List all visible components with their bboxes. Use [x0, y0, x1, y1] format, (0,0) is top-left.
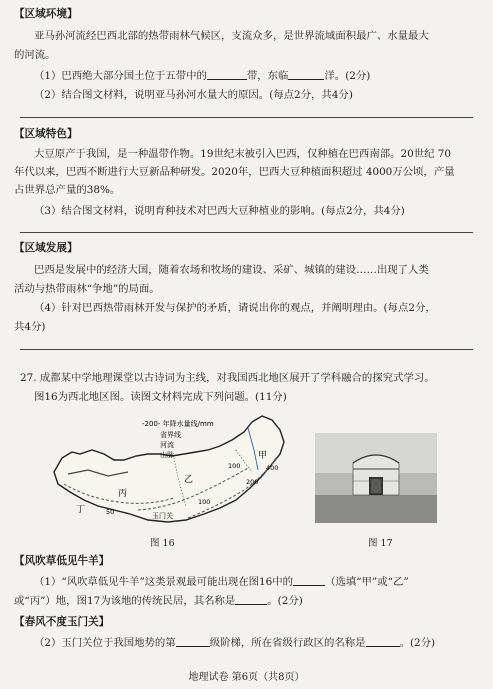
answer-line[interactable]	[20, 232, 473, 233]
question-2: （2）结合图文材料，说明亚马孙河水量大的原因。(每点2分，共4分)	[34, 89, 353, 101]
section-header-yumenguan: 【春风不度玉门关】	[14, 616, 110, 628]
section-header-environment: 【区域环境】	[14, 8, 78, 20]
legend-river: 河流	[160, 441, 174, 449]
question-27-1-cont	[14, 594, 303, 608]
question-text: 级阶梯，所在省级行政区的名称是	[209, 637, 366, 649]
question-27-intro-2: 图16为西北地区图。读图文材料完成下列问题。(11分)	[34, 391, 287, 403]
northwest-china-map	[48, 410, 293, 530]
question-text: （1）“风吹草低见牛羊”这类景观最可能出现在图16中的	[34, 576, 294, 588]
question-27-1	[34, 575, 409, 589]
paragraph-line: 的河流。	[14, 49, 56, 61]
paragraph-line: 大豆原产于我国，是一种温带作物。19世纪末被引入巴西，仅种植在巴西南部。20世纪 70	[34, 148, 452, 160]
label-jia: 甲	[258, 451, 268, 461]
answer-blank[interactable]	[366, 636, 400, 647]
legend-isohyet: -200- 年降水量线/mm	[142, 420, 214, 428]
question-1	[34, 69, 370, 83]
iso-label: 50	[106, 508, 115, 516]
iso-label: 100	[228, 462, 241, 470]
label-bing: 丙	[118, 489, 128, 499]
paragraph-line: 占世界总产量的38%。	[14, 184, 121, 196]
question-text: 洋。(2分)	[324, 70, 371, 82]
iso-label: 200	[246, 478, 259, 486]
yurt-photo	[315, 433, 437, 523]
answer-blank[interactable]	[235, 594, 267, 605]
question-text: （1）巴西绝大部分国土位于五带中的	[34, 70, 207, 82]
question-27-2	[34, 636, 435, 650]
paragraph-line: 巴西是发展中的经济大国，随着农场和牧场的建设、采矿、城镇的建设……出现了人类	[34, 264, 429, 276]
answer-line[interactable]	[20, 349, 473, 350]
iso-label: 400	[266, 464, 279, 472]
section-header-development: 【区域发展】	[14, 242, 78, 254]
answer-blank[interactable]	[288, 69, 324, 80]
answer-line[interactable]	[20, 117, 473, 118]
label-yi: 乙	[184, 475, 194, 485]
question-text: （2）玉门关位于我国地势的第	[34, 637, 176, 649]
question-text: 带，东临	[246, 70, 289, 82]
legend-boundary: 省界线	[160, 431, 181, 439]
paragraph-line: 年代以来，巴西不断进行大豆新品种研发。2020年，巴西大豆种植面积超过 4000万公顷，产量	[14, 166, 455, 178]
section-header-feature: 【区域特色】	[14, 128, 78, 140]
paragraph-line: 活动与热带雨林“争地”的局面。	[14, 283, 160, 295]
question-3: （3）结合图文材料，说明育种技术对巴西大豆种植业的影响。(每点2分，共4分)	[34, 205, 405, 217]
paragraph-line: 亚马孙河流经巴西北部的热带雨林气候区，支流众多，是世界流域面积最广、水量最大	[34, 30, 429, 42]
label-yumenguan: 玉门关	[152, 512, 173, 520]
iso-label: 100	[198, 498, 211, 506]
question-text: 。(2分)	[399, 637, 436, 649]
question-4: （4）针对巴西热带雨林开发与保护的矛盾，请说出你的观点，并阐明理由。(每点2分，	[34, 302, 436, 314]
question-27-intro: 27. 成都某中学地理课堂以古诗词为主线，对我国西北地区展开了学科融合的探究式学习。	[20, 372, 435, 384]
legend-mountain: 山脉	[160, 451, 174, 459]
section-header-grassland: 【风吹草低见牛羊】	[14, 555, 110, 567]
question-4-cont: 共4分)	[14, 321, 46, 333]
question-text: （选填“甲”或“乙”	[325, 576, 409, 588]
figure-17-caption: 图 17	[368, 538, 393, 549]
figure-16-caption: 图 16	[150, 538, 175, 549]
answer-blank[interactable]	[293, 575, 325, 586]
question-text: 。(2分)	[267, 595, 303, 607]
answer-blank[interactable]	[176, 636, 210, 647]
page-footer: 地理试卷 第6页（共8页）	[188, 672, 305, 683]
question-text: 或“丙”）地，图17为该地的传统民居，其名称是	[14, 595, 236, 607]
label-ding: 丁	[76, 505, 86, 515]
answer-blank[interactable]	[207, 69, 247, 80]
